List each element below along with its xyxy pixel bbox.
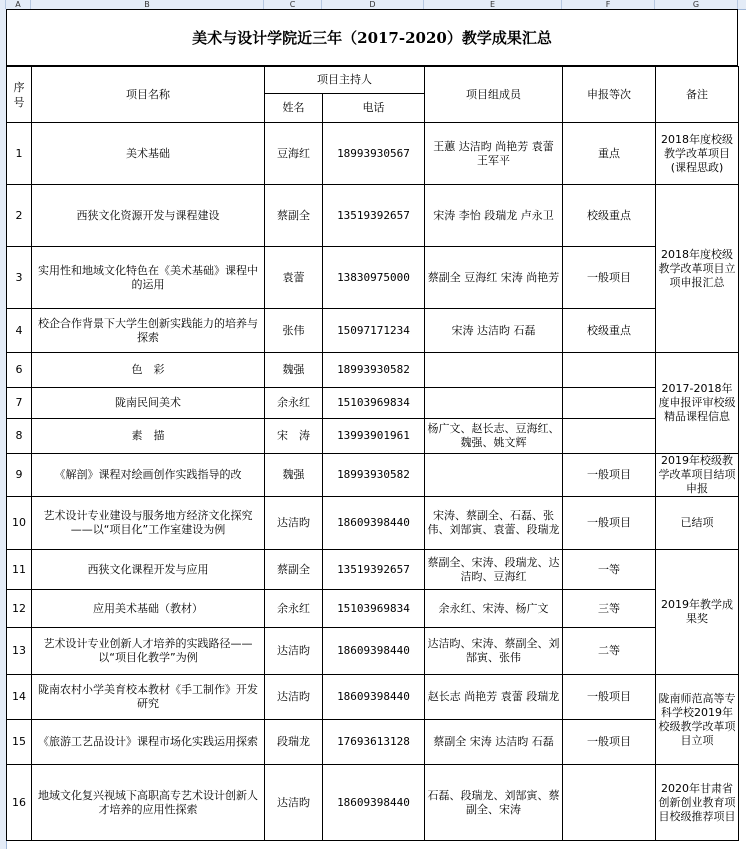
table-row xyxy=(7,185,739,247)
cell-host-name[interactable]: 段瑞龙 xyxy=(265,720,323,765)
cell-host-name[interactable]: 蔡副全 xyxy=(265,550,323,590)
cell-members[interactable]: 石磊、段瑞龙、刘郜寅、蔡副全、宋涛 xyxy=(425,765,563,841)
cell-members[interactable] xyxy=(425,353,563,388)
cell-host-phone[interactable]: 18609398440 xyxy=(323,675,425,720)
cell-host-name[interactable]: 宋 涛 xyxy=(265,419,323,454)
cell-project-name[interactable]: 艺术设计专业建设与服务地方经济文化探究——以“项目化”工作室建设为例 xyxy=(32,497,265,550)
cell-level[interactable] xyxy=(563,353,656,388)
cell-host-name[interactable]: 余永红 xyxy=(265,388,323,419)
cell-host-name[interactable]: 达洁昀 xyxy=(265,675,323,720)
cell-project-name[interactable]: 素 描 xyxy=(32,419,265,454)
cell-host-phone[interactable]: 18609398440 xyxy=(323,765,425,841)
column-header-f[interactable]: F xyxy=(562,0,655,9)
cell-members[interactable]: 王蕙 达洁昀 尚艳芳 袁蕾 王军平 xyxy=(425,123,563,185)
header-host[interactable]: 项目主持人 xyxy=(265,67,425,94)
cell-seq[interactable]: 16 xyxy=(7,765,32,841)
cell-project-name[interactable]: 应用美术基础（教材） xyxy=(32,590,265,628)
table-row xyxy=(7,123,739,185)
cell-host-phone[interactable]: 17693613128 xyxy=(323,720,425,765)
cell-seq[interactable]: 3 xyxy=(7,247,32,309)
cell-note[interactable]: 2018年度校级教学改革项目立项申报汇总 xyxy=(656,185,739,353)
cell-level[interactable] xyxy=(563,419,656,454)
cell-host-phone[interactable]: 13519392657 xyxy=(323,550,425,590)
cell-level[interactable]: 一般项目 xyxy=(563,454,656,497)
column-header-c[interactable]: C xyxy=(264,0,322,9)
cell-seq[interactable]: 4 xyxy=(7,309,32,353)
cell-host-phone[interactable]: 15103969834 xyxy=(323,590,425,628)
cell-members[interactable]: 达洁昀、宋涛、蔡副全、刘郜寅、张伟 xyxy=(425,628,563,675)
table-row xyxy=(7,675,739,720)
cell-host-name[interactable]: 豆海红 xyxy=(265,123,323,185)
cell-level[interactable] xyxy=(563,388,656,419)
cell-seq[interactable]: 12 xyxy=(7,590,32,628)
cell-level[interactable]: 一般项目 xyxy=(563,720,656,765)
header-members[interactable]: 项目组成员 xyxy=(425,67,563,123)
table-row xyxy=(7,247,739,309)
header-host-name[interactable]: 姓名 xyxy=(265,94,323,123)
cell-members[interactable]: 宋涛 达洁昀 石磊 xyxy=(425,309,563,353)
cell-members[interactable]: 宋涛 李怡 段瑞龙 卢永卫 xyxy=(425,185,563,247)
cell-project-name[interactable]: 色 彩 xyxy=(32,353,265,388)
cell-host-name[interactable]: 达洁昀 xyxy=(265,765,323,841)
cell-level[interactable]: 一般项目 xyxy=(563,247,656,309)
cell-project-name[interactable]: 西狭文化课程开发与应用 xyxy=(32,550,265,590)
cell-seq[interactable]: 8 xyxy=(7,419,32,454)
table-row xyxy=(7,628,739,675)
cell-level[interactable]: 校级重点 xyxy=(563,309,656,353)
table-row xyxy=(7,550,739,590)
cell-host-phone[interactable]: 15097171234 xyxy=(323,309,425,353)
cell-note[interactable]: 2018年度校级教学改革项目(课程思政) xyxy=(656,123,739,185)
cell-project-name[interactable]: 西狭文化资源开发与课程建设 xyxy=(32,185,265,247)
cell-host-phone[interactable]: 15103969834 xyxy=(323,388,425,419)
cell-project-name[interactable]: 实用性和地域文化特色在《美术基础》课程中的运用 xyxy=(32,247,265,309)
cell-host-phone[interactable]: 13993901961 xyxy=(323,419,425,454)
table-row xyxy=(7,765,739,841)
cell-members[interactable]: 杨广文、赵长志、豆海红、魏强、姚文辉 xyxy=(425,419,563,454)
cell-note[interactable]: 2017-2018年度申报评审校级精品课程信息 xyxy=(656,353,739,454)
table-row xyxy=(7,720,739,765)
cell-level[interactable]: 重点 xyxy=(563,123,656,185)
cell-members[interactable]: 宋涛、蔡副全、石磊、张伟、刘郜寅、袁蕾、段瑞龙 xyxy=(425,497,563,550)
achievements-table xyxy=(6,66,739,841)
cell-seq[interactable]: 1 xyxy=(7,123,32,185)
cell-level[interactable]: 一般项目 xyxy=(563,675,656,720)
cell-level[interactable]: 一等 xyxy=(563,550,656,590)
cell-level[interactable]: 二等 xyxy=(563,628,656,675)
cell-host-name[interactable]: 达洁昀 xyxy=(265,497,323,550)
column-header-g[interactable]: G xyxy=(655,0,738,9)
cell-host-name[interactable]: 张伟 xyxy=(265,309,323,353)
cell-members[interactable] xyxy=(425,388,563,419)
cell-host-phone[interactable]: 18993930567 xyxy=(323,123,425,185)
cell-members[interactable]: 赵长志 尚艳芳 袁蕾 段瑞龙 xyxy=(425,675,563,720)
cell-members[interactable]: 蔡副全 豆海红 宋涛 尚艳芳 xyxy=(425,247,563,309)
table-row xyxy=(7,353,739,388)
cell-members[interactable]: 蔡副全 宋涛 达洁昀 石磊 xyxy=(425,720,563,765)
column-header-a[interactable]: A xyxy=(6,0,31,9)
cell-host-phone[interactable]: 18609398440 xyxy=(323,628,425,675)
cell-level[interactable]: 三等 xyxy=(563,590,656,628)
cell-project-name[interactable]: 地域文化复兴视域下高职高专艺术设计创新人才培养的应用性探索 xyxy=(32,765,265,841)
cell-host-phone[interactable]: 18609398440 xyxy=(323,497,425,550)
cell-seq[interactable]: 13 xyxy=(7,628,32,675)
cell-project-name[interactable]: 陇南民间美术 xyxy=(32,388,265,419)
cell-host-name[interactable]: 魏强 xyxy=(265,454,323,497)
sheet-title[interactable]: 美术与设计学院近三年（2017-2020）教学成果汇总 xyxy=(6,9,738,66)
cell-project-name[interactable]: 艺术设计专业创新人才培养的实践路径——以“项目化教学”为例 xyxy=(32,628,265,675)
cell-seq[interactable]: 14 xyxy=(7,675,32,720)
table-row xyxy=(7,309,739,353)
cell-seq[interactable]: 15 xyxy=(7,720,32,765)
column-header-d[interactable]: D xyxy=(322,0,424,9)
cell-project-name[interactable]: 美术基础 xyxy=(32,123,265,185)
header-seq[interactable]: 序号 xyxy=(7,67,32,123)
cell-host-phone[interactable]: 13519392657 xyxy=(323,185,425,247)
cell-host-phone[interactable]: 13830975000 xyxy=(323,247,425,309)
cell-seq[interactable]: 11 xyxy=(7,550,32,590)
cell-seq[interactable]: 9 xyxy=(7,454,32,497)
cell-host-name[interactable]: 袁蕾 xyxy=(265,247,323,309)
column-header-b[interactable]: B xyxy=(31,0,264,9)
cell-note[interactable]: 已结项 xyxy=(656,497,739,550)
cell-note[interactable]: 2019年教学成果奖 xyxy=(656,550,739,675)
cell-host-name[interactable]: 达洁昀 xyxy=(265,628,323,675)
cell-host-phone[interactable]: 18993930582 xyxy=(323,353,425,388)
cell-seq[interactable]: 6 xyxy=(7,353,32,388)
table-row xyxy=(7,419,739,454)
table-row xyxy=(7,497,739,550)
cell-members[interactable] xyxy=(425,454,563,497)
table-row xyxy=(7,388,739,419)
cell-level[interactable] xyxy=(563,765,656,841)
cell-seq[interactable]: 10 xyxy=(7,497,32,550)
header-note[interactable]: 备注 xyxy=(656,67,739,123)
cell-note[interactable]: 2019年校级教学改革项目结项申报 xyxy=(656,454,739,497)
cell-note[interactable]: 陇南师范高等专科学校2019年校级教学改革项目立项 xyxy=(656,675,739,765)
cell-seq[interactable]: 7 xyxy=(7,388,32,419)
cell-project-name[interactable]: 《旅游工艺品设计》课程市场化实践运用探索 xyxy=(32,720,265,765)
cell-host-phone[interactable]: 18993930582 xyxy=(323,454,425,497)
cell-note[interactable]: 2020年甘肃省创新创业教育项目校级推荐项目 xyxy=(656,765,739,841)
cell-host-name[interactable]: 魏强 xyxy=(265,353,323,388)
cell-project-name[interactable]: 《解剖》课程对绘画创作实践指导的改 xyxy=(32,454,265,497)
table-row xyxy=(7,590,739,628)
column-header-e[interactable]: E xyxy=(424,0,562,9)
cell-host-name[interactable]: 余永红 xyxy=(265,590,323,628)
header-project-name[interactable]: 项目名称 xyxy=(32,67,265,123)
cell-project-name[interactable]: 陇南农村小学美育校本教材《手工制作》开发研究 xyxy=(32,675,265,720)
cell-project-name[interactable]: 校企合作背景下大学生创新实践能力的培养与探索 xyxy=(32,309,265,353)
cell-level[interactable]: 校级重点 xyxy=(563,185,656,247)
header-level[interactable]: 申报等次 xyxy=(563,67,656,123)
header-host-phone[interactable]: 电话 xyxy=(323,94,425,123)
cell-seq[interactable]: 2 xyxy=(7,185,32,247)
cell-members[interactable]: 余永红、宋涛、杨广文 xyxy=(425,590,563,628)
cell-members[interactable]: 蔡副全、宋涛、段瑞龙、达洁昀、豆海红 xyxy=(425,550,563,590)
cell-level[interactable]: 一般项目 xyxy=(563,497,656,550)
cell-host-name[interactable]: 蔡副全 xyxy=(265,185,323,247)
table-row xyxy=(7,454,739,497)
